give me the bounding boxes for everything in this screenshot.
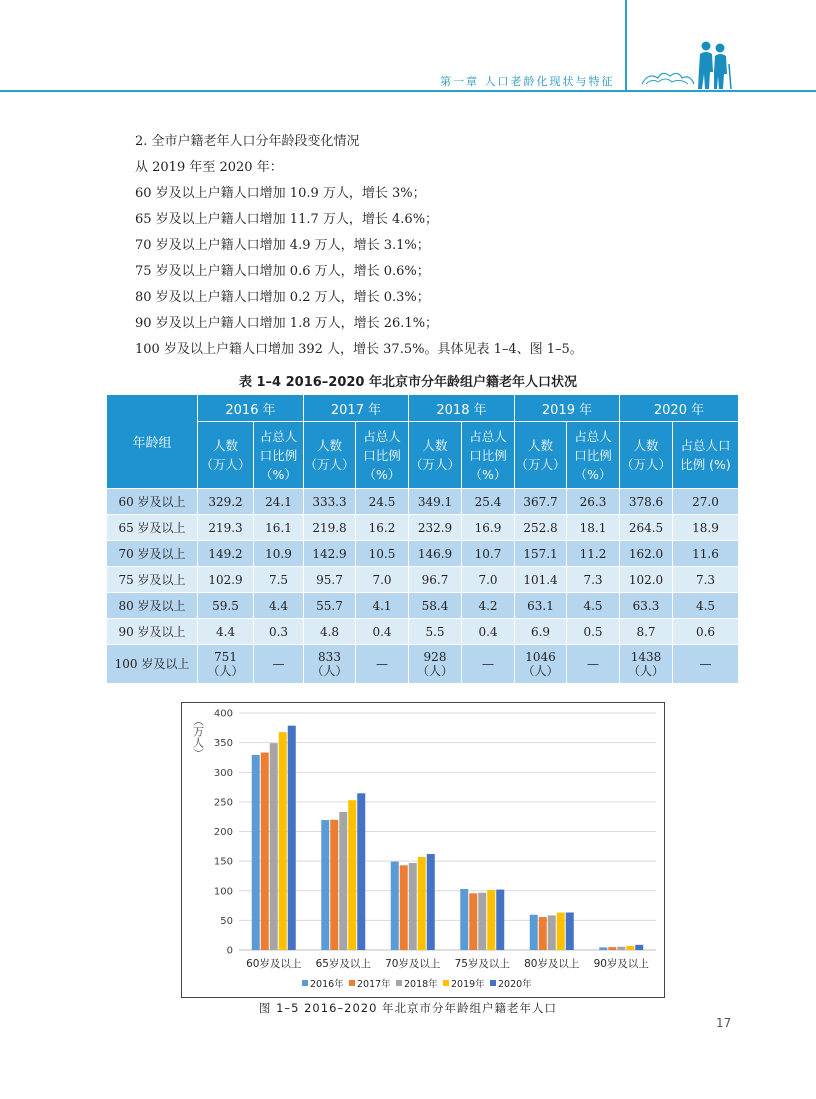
table-cell: 4.4 <box>254 593 304 619</box>
row-label: 65 岁及以上 <box>107 515 198 541</box>
table-cell-dash: — <box>462 645 515 684</box>
table-cell: 10.7 <box>462 541 515 567</box>
cell-value: 1438 <box>630 650 662 664</box>
table-cell: 16.1 <box>254 515 304 541</box>
section-text <box>135 129 583 363</box>
header-line: 人数 <box>422 438 448 453</box>
header-line: 占总人 <box>574 428 612 444</box>
text-line: 75 岁及以上户籍人口增加 0.6 万人，增长 0.6%； <box>135 264 430 279</box>
header-line: （万人） <box>620 457 671 472</box>
cell-value: 1046 <box>525 650 556 664</box>
count-header <box>198 422 254 489</box>
table-cell: 146.9 <box>409 541 462 567</box>
header-line: 口比例 <box>574 447 612 463</box>
table-cell: 102.0 <box>620 567 673 593</box>
table-cell: 329.2 <box>198 489 254 515</box>
bar-2019年-70岁及以上 <box>418 857 426 950</box>
section-heading: 2. 全市户籍老年人口分年龄段变化情况 <box>135 134 360 149</box>
table-cell: 63.3 <box>620 593 673 619</box>
bar-2019年-75岁及以上 <box>487 890 495 950</box>
header-line: （%） <box>363 466 401 482</box>
header-line: 口比例 <box>259 447 298 463</box>
cloud-decoration-icon <box>640 64 696 88</box>
table-cell: 162.0 <box>620 541 673 567</box>
year-header: 2016 年 <box>198 395 304 422</box>
table-cell: 0.4 <box>356 619 409 645</box>
ratio-header <box>462 422 515 489</box>
bar-2020年-75岁及以上 <box>496 890 504 950</box>
row-label: 75 岁及以上 <box>107 567 198 593</box>
table-row <box>107 489 739 515</box>
cell-unit: （人） <box>207 664 244 678</box>
header-line: 占总人口 <box>680 438 731 453</box>
table-cell: 4.8 <box>304 619 356 645</box>
text-line: 70 岁及以上户籍人口增加 4.9 万人，增长 3.1%； <box>135 238 430 253</box>
year-header: 2017 年 <box>304 395 409 422</box>
table-cell: 11.6 <box>673 541 739 567</box>
ratio-header <box>673 422 739 489</box>
y-tick-label: 150 <box>213 856 233 868</box>
header-line: 口比例 <box>469 447 507 463</box>
text-line: 从 2019 年至 2020 年： <box>135 160 283 175</box>
table-row <box>107 593 739 619</box>
cell-value: 928 <box>423 650 447 664</box>
table-cell: 157.1 <box>515 541 567 567</box>
table-cell <box>409 645 462 684</box>
cell-value: 751 <box>214 650 237 664</box>
table-cell: 7.5 <box>254 567 304 593</box>
bar-2019年-65岁及以上 <box>348 800 356 950</box>
table-cell: 232.9 <box>409 515 462 541</box>
table-cell: 7.3 <box>673 567 739 593</box>
table-cell: 24.5 <box>356 489 409 515</box>
count-header <box>515 422 567 489</box>
header-divider-vertical <box>625 0 627 92</box>
figure-caption: 图 1–5 2016–2020 年北京市分年龄组户籍老年人口 <box>258 1001 558 1015</box>
table-cell: 219.3 <box>198 515 254 541</box>
ratio-header <box>567 422 620 489</box>
row-label: 90 岁及以上 <box>107 619 198 645</box>
x-tick-label: 80岁及以上 <box>524 958 580 970</box>
header-line: （万人） <box>304 457 355 472</box>
row-label: 100 岁及以上 <box>107 645 198 684</box>
chart-canvas <box>182 703 664 997</box>
bar-2018年-75岁及以上 <box>478 893 486 950</box>
header-line: （%） <box>469 466 507 482</box>
table-cell: 349.1 <box>409 489 462 515</box>
header-line: （万人） <box>515 457 566 472</box>
table-cell: 0.6 <box>673 619 739 645</box>
table-cell: 26.3 <box>567 489 620 515</box>
bar-chart <box>181 702 665 998</box>
count-header <box>620 422 673 489</box>
table-cell: 4.1 <box>356 593 409 619</box>
count-header <box>304 422 356 489</box>
table-cell: 219.8 <box>304 515 356 541</box>
y-tick-label: 50 <box>220 915 233 927</box>
table-cell: 0.5 <box>567 619 620 645</box>
table-cell: 11.2 <box>567 541 620 567</box>
header-line: 口比例 <box>363 447 401 463</box>
bar-2017年-80岁及以上 <box>539 917 547 950</box>
table-cell: 264.5 <box>620 515 673 541</box>
legend-label: 2019年 <box>451 979 485 990</box>
bar-2018年-90岁及以上 <box>617 947 625 950</box>
row-label: 70 岁及以上 <box>107 541 198 567</box>
text-line: 60 岁及以上户籍人口增加 10.9 万人，增长 3%； <box>135 186 426 201</box>
ratio-header <box>254 422 304 489</box>
table-row <box>107 541 739 567</box>
legend-label: 2018年 <box>404 979 438 990</box>
table-row <box>107 619 739 645</box>
bar-2019年-60岁及以上 <box>279 732 287 950</box>
table-cell: 18.9 <box>673 515 739 541</box>
table-cell-dash: — <box>567 645 620 684</box>
table-cell-dash: — <box>673 645 739 684</box>
legend-swatch <box>396 980 402 986</box>
bar-2016年-80岁及以上 <box>530 915 538 950</box>
header-line: （%） <box>260 466 297 482</box>
legend-swatch <box>443 980 449 986</box>
table-cell-dash: — <box>356 645 409 684</box>
y-tick-label: 100 <box>213 886 233 898</box>
x-tick-label: 90岁及以上 <box>593 958 649 970</box>
table-cell: 6.9 <box>515 619 567 645</box>
y-tick-label: 300 <box>213 767 233 779</box>
table-cell: 16.2 <box>356 515 409 541</box>
bar-2020年-70岁及以上 <box>427 854 435 950</box>
table-row <box>107 515 739 541</box>
header-line: 比例 (%) <box>680 457 731 472</box>
text-line: 80 岁及以上户籍人口增加 0.2 万人，增长 0.3%； <box>135 290 430 305</box>
bar-2016年-65岁及以上 <box>321 820 329 950</box>
table-cell: 149.2 <box>198 541 254 567</box>
table-cell: 18.1 <box>567 515 620 541</box>
bar-2016年-90岁及以上 <box>599 947 607 950</box>
header-divider <box>0 90 816 92</box>
table-cell: 102.9 <box>198 567 254 593</box>
table-cell <box>304 645 356 684</box>
table-cell: 333.3 <box>304 489 356 515</box>
table-cell: 95.7 <box>304 567 356 593</box>
bar-2018年-65岁及以上 <box>339 812 347 950</box>
table-cell: 10.5 <box>356 541 409 567</box>
table-cell: 25.4 <box>462 489 515 515</box>
year-header: 2018 年 <box>409 395 515 422</box>
y-tick-label: 250 <box>213 797 233 809</box>
chapter-title: 第一章 人口老龄化现状与特征 <box>440 75 615 88</box>
table-cell <box>198 645 254 684</box>
cell-value: 833 <box>318 650 341 664</box>
table-cell: 8.7 <box>620 619 673 645</box>
corner-header: 年龄组 <box>107 395 198 489</box>
header-line: （万人） <box>409 457 460 472</box>
cell-unit: （人） <box>416 664 453 678</box>
bar-2016年-70岁及以上 <box>391 862 399 950</box>
table-cell <box>515 645 567 684</box>
bar-2019年-80岁及以上 <box>557 913 565 950</box>
table-cell: 59.5 <box>198 593 254 619</box>
bar-2019年-90岁及以上 <box>626 946 634 950</box>
bar-2017年-70岁及以上 <box>400 865 408 950</box>
year-header: 2020 年 <box>620 395 739 422</box>
bar-2018年-80岁及以上 <box>548 915 556 950</box>
header-line: 人数 <box>212 438 238 453</box>
cell-unit: （人） <box>522 664 559 678</box>
legend-swatch <box>349 980 355 986</box>
table-cell: 101.4 <box>515 567 567 593</box>
bar-2016年-75岁及以上 <box>460 889 468 950</box>
y-tick-label: 0 <box>226 945 233 957</box>
table-cell: 4.2 <box>462 593 515 619</box>
row-label: 80 岁及以上 <box>107 593 198 619</box>
bar-2017年-60岁及以上 <box>261 753 269 950</box>
table-cell: 0.4 <box>462 619 515 645</box>
legend-swatch <box>490 980 496 986</box>
header-line: 人数 <box>633 438 659 453</box>
legend-label: 2020年 <box>498 979 532 990</box>
text-line: 65 岁及以上户籍人口增加 11.7 万人，增长 4.6%； <box>135 212 439 227</box>
table-cell: 378.6 <box>620 489 673 515</box>
y-tick-label: 350 <box>213 738 233 750</box>
x-tick-label: 60岁及以上 <box>246 958 302 970</box>
y-axis-label: （万人） <box>191 715 205 759</box>
header-line: （万人） <box>200 457 251 472</box>
table-cell: 55.7 <box>304 593 356 619</box>
table-cell: 7.0 <box>462 567 515 593</box>
header-line: （%） <box>574 466 612 482</box>
bar-2018年-70岁及以上 <box>409 863 417 950</box>
table-row <box>107 567 739 593</box>
bar-2017年-65岁及以上 <box>330 820 338 950</box>
x-tick-label: 70岁及以上 <box>385 958 441 970</box>
header-line: 人数 <box>527 438 553 453</box>
table-cell-dash: — <box>254 645 304 684</box>
legend-label: 2017年 <box>357 979 391 990</box>
table-cell: 142.9 <box>304 541 356 567</box>
x-tick-label: 65岁及以上 <box>315 958 371 970</box>
table-cell: 7.3 <box>567 567 620 593</box>
header-line: 占总人 <box>363 428 401 444</box>
table-cell: 4.5 <box>567 593 620 619</box>
y-tick-label: 400 <box>213 708 233 720</box>
header-line: 人数 <box>316 438 342 453</box>
table-cell: 4.4 <box>198 619 254 645</box>
ratio-header <box>356 422 409 489</box>
elderly-couple-icon <box>696 40 732 90</box>
table-cell: 367.7 <box>515 489 567 515</box>
bar-2018年-60岁及以上 <box>270 743 278 950</box>
x-tick-label: 75岁及以上 <box>454 958 510 970</box>
table-cell: 16.9 <box>462 515 515 541</box>
header-line: 占总人 <box>469 428 507 444</box>
year-header: 2019 年 <box>515 395 620 422</box>
table-cell: 252.8 <box>515 515 567 541</box>
count-header <box>409 422 462 489</box>
bar-2020年-65岁及以上 <box>357 793 365 950</box>
table-cell: 96.7 <box>409 567 462 593</box>
table-cell: 5.5 <box>409 619 462 645</box>
y-tick-label: 200 <box>213 827 233 838</box>
table-cell: 7.0 <box>356 567 409 593</box>
table-caption: 表 1–4 2016–2020 年北京市分年龄组户籍老年人口状况 <box>238 375 578 390</box>
table-row <box>107 645 739 684</box>
table-cell: 4.5 <box>673 593 739 619</box>
text-line: 90 岁及以上户籍人口增加 1.8 万人，增长 26.1%； <box>135 316 439 331</box>
table-cell: 10.9 <box>254 541 304 567</box>
table-cell: 24.1 <box>254 489 304 515</box>
bar-2017年-90岁及以上 <box>608 947 616 950</box>
text-line: 100 岁及以上户籍人口增加 392 人，增长 37.5%。具体见表 1–4、图 1–5。 <box>135 342 583 357</box>
header-line: 占总人 <box>259 428 298 444</box>
bar-2017年-75岁及以上 <box>469 893 477 950</box>
bar-2020年-60岁及以上 <box>288 726 296 950</box>
legend-label: 2016年 <box>310 979 344 990</box>
table-cell: 27.0 <box>673 489 739 515</box>
page-number: 17 <box>716 1016 732 1030</box>
bar-2020年-90岁及以上 <box>635 945 643 950</box>
table-cell <box>620 645 673 684</box>
table-cell: 0.3 <box>254 619 304 645</box>
legend-swatch <box>302 980 308 986</box>
row-label: 60 岁及以上 <box>107 489 198 515</box>
bar-2020年-80岁及以上 <box>566 912 574 950</box>
table-cell: 63.1 <box>515 593 567 619</box>
table-cell: 58.4 <box>409 593 462 619</box>
cell-unit: （人） <box>627 664 664 678</box>
population-table <box>106 394 739 684</box>
cell-unit: （人） <box>311 664 348 678</box>
bar-2016年-60岁及以上 <box>252 755 260 950</box>
